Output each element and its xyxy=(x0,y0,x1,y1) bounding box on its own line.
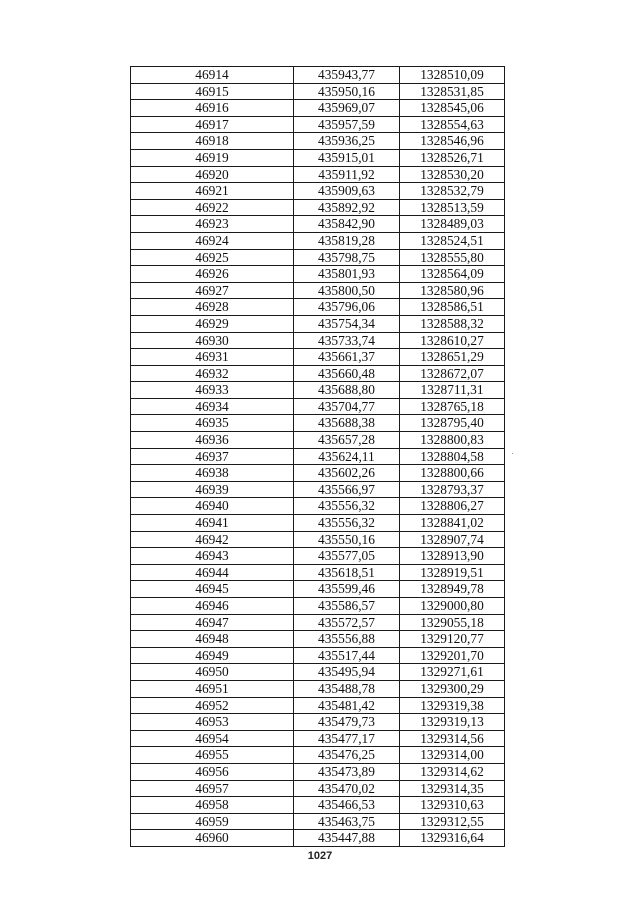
y-coordinate-cell: 1329314,00 xyxy=(400,747,505,764)
y-coordinate-cell: 1328489,03 xyxy=(400,216,505,233)
y-coordinate-cell: 1329271,61 xyxy=(400,664,505,681)
table-row xyxy=(131,664,505,681)
x-coordinate-cell: 435602,26 xyxy=(294,465,400,482)
x-coordinate-cell: 435819,28 xyxy=(294,232,400,249)
x-coordinate-cell: 435556,32 xyxy=(294,498,400,515)
x-coordinate-cell: 435798,75 xyxy=(294,249,400,266)
point-number-cell: 46955 xyxy=(131,747,294,764)
point-number-cell: 46923 xyxy=(131,216,294,233)
point-number-cell: 46937 xyxy=(131,448,294,465)
point-number-cell: 46952 xyxy=(131,697,294,714)
point-number-cell: 46942 xyxy=(131,531,294,548)
table-row xyxy=(131,315,505,332)
y-coordinate-cell: 1329319,13 xyxy=(400,714,505,731)
x-coordinate-cell: 435577,05 xyxy=(294,548,400,565)
x-coordinate-cell: 435618,51 xyxy=(294,564,400,581)
x-coordinate-cell: 435969,07 xyxy=(294,100,400,117)
point-number-cell: 46958 xyxy=(131,797,294,814)
x-coordinate-cell: 435892,92 xyxy=(294,199,400,216)
point-number-cell: 46945 xyxy=(131,581,294,598)
y-coordinate-cell: 1328711,31 xyxy=(400,382,505,399)
point-number-cell: 46951 xyxy=(131,680,294,697)
table-row xyxy=(131,67,505,84)
y-coordinate-cell: 1328672,07 xyxy=(400,365,505,382)
y-coordinate-cell: 1329319,38 xyxy=(400,697,505,714)
table-row xyxy=(131,100,505,117)
table-row xyxy=(131,581,505,598)
x-coordinate-cell: 435517,44 xyxy=(294,647,400,664)
point-number-cell: 46927 xyxy=(131,282,294,299)
y-coordinate-cell: 1328588,32 xyxy=(400,315,505,332)
point-number-cell: 46922 xyxy=(131,199,294,216)
table-row xyxy=(131,432,505,449)
point-number-cell: 46924 xyxy=(131,232,294,249)
y-coordinate-cell: 1328586,51 xyxy=(400,299,505,316)
table-row xyxy=(131,614,505,631)
x-coordinate-cell: 435488,78 xyxy=(294,680,400,697)
point-number-cell: 46925 xyxy=(131,249,294,266)
x-coordinate-cell: 435481,42 xyxy=(294,697,400,714)
table-row xyxy=(131,133,505,150)
x-coordinate-cell: 435950,16 xyxy=(294,83,400,100)
y-coordinate-cell: 1328546,96 xyxy=(400,133,505,150)
coordinates-table xyxy=(130,66,505,847)
x-coordinate-cell: 435624,11 xyxy=(294,448,400,465)
y-coordinate-cell: 1328545,06 xyxy=(400,100,505,117)
point-number-cell: 46926 xyxy=(131,266,294,283)
y-coordinate-cell: 1328804,58 xyxy=(400,448,505,465)
y-coordinate-cell: 1329314,56 xyxy=(400,730,505,747)
point-number-cell: 46946 xyxy=(131,598,294,615)
x-coordinate-cell: 435688,38 xyxy=(294,415,400,432)
scan-dot-mark xyxy=(512,453,513,454)
x-coordinate-cell: 435599,46 xyxy=(294,581,400,598)
y-coordinate-cell: 1328554,63 xyxy=(400,116,505,133)
x-coordinate-cell: 435957,59 xyxy=(294,116,400,133)
y-coordinate-cell: 1328531,85 xyxy=(400,83,505,100)
y-coordinate-cell: 1328580,96 xyxy=(400,282,505,299)
y-coordinate-cell: 1329120,77 xyxy=(400,631,505,648)
x-coordinate-cell: 435470,02 xyxy=(294,780,400,797)
x-coordinate-cell: 435566,97 xyxy=(294,481,400,498)
table-row xyxy=(131,382,505,399)
point-number-cell: 46919 xyxy=(131,149,294,166)
table-row xyxy=(131,813,505,830)
x-coordinate-cell: 435909,63 xyxy=(294,183,400,200)
point-number-cell: 46930 xyxy=(131,332,294,349)
table-row xyxy=(131,365,505,382)
table-row xyxy=(131,481,505,498)
table-row xyxy=(131,83,505,100)
table-row xyxy=(131,714,505,731)
table-row xyxy=(131,398,505,415)
y-coordinate-cell: 1328526,71 xyxy=(400,149,505,166)
table-row xyxy=(131,415,505,432)
y-coordinate-cell: 1328800,66 xyxy=(400,465,505,482)
x-coordinate-cell: 435556,32 xyxy=(294,515,400,532)
y-coordinate-cell: 1328793,37 xyxy=(400,481,505,498)
y-coordinate-cell: 1328532,79 xyxy=(400,183,505,200)
x-coordinate-cell: 435586,57 xyxy=(294,598,400,615)
x-coordinate-cell: 435572,57 xyxy=(294,614,400,631)
point-number-cell: 46944 xyxy=(131,564,294,581)
x-coordinate-cell: 435550,16 xyxy=(294,531,400,548)
table-row xyxy=(131,747,505,764)
table-row xyxy=(131,830,505,847)
y-coordinate-cell: 1328806,27 xyxy=(400,498,505,515)
y-coordinate-cell: 1328555,80 xyxy=(400,249,505,266)
x-coordinate-cell: 435479,73 xyxy=(294,714,400,731)
y-coordinate-cell: 1329300,29 xyxy=(400,680,505,697)
point-number-cell: 46933 xyxy=(131,382,294,399)
y-coordinate-cell: 1328651,29 xyxy=(400,349,505,366)
table-row xyxy=(131,548,505,565)
table-row xyxy=(131,680,505,697)
table-row xyxy=(131,332,505,349)
point-number-cell: 46956 xyxy=(131,763,294,780)
x-coordinate-cell: 435936,25 xyxy=(294,133,400,150)
x-coordinate-cell: 435796,06 xyxy=(294,299,400,316)
point-number-cell: 46928 xyxy=(131,299,294,316)
table-row xyxy=(131,498,505,515)
y-coordinate-cell: 1329201,70 xyxy=(400,647,505,664)
table-row xyxy=(131,349,505,366)
point-number-cell: 46939 xyxy=(131,481,294,498)
point-number-cell: 46938 xyxy=(131,465,294,482)
table-row xyxy=(131,730,505,747)
point-number-cell: 46940 xyxy=(131,498,294,515)
table-row xyxy=(131,697,505,714)
point-number-cell: 46916 xyxy=(131,100,294,117)
y-coordinate-cell: 1328530,20 xyxy=(400,166,505,183)
x-coordinate-cell: 435495,94 xyxy=(294,664,400,681)
table-row xyxy=(131,199,505,216)
table-row xyxy=(131,232,505,249)
point-number-cell: 46921 xyxy=(131,183,294,200)
y-coordinate-cell: 1328510,09 xyxy=(400,67,505,84)
table-row xyxy=(131,647,505,664)
x-coordinate-cell: 435556,88 xyxy=(294,631,400,648)
y-coordinate-cell: 1329055,18 xyxy=(400,614,505,631)
x-coordinate-cell: 435800,50 xyxy=(294,282,400,299)
point-number-cell: 46949 xyxy=(131,647,294,664)
point-number-cell: 46948 xyxy=(131,631,294,648)
y-coordinate-cell: 1328800,83 xyxy=(400,432,505,449)
y-coordinate-cell: 1328907,74 xyxy=(400,531,505,548)
point-number-cell: 46950 xyxy=(131,664,294,681)
y-coordinate-cell: 1328913,90 xyxy=(400,548,505,565)
y-coordinate-cell: 1328949,78 xyxy=(400,581,505,598)
x-coordinate-cell: 435842,90 xyxy=(294,216,400,233)
table-row xyxy=(131,282,505,299)
table-row xyxy=(131,531,505,548)
x-coordinate-cell: 435911,92 xyxy=(294,166,400,183)
point-number-cell: 46960 xyxy=(131,830,294,847)
table-row xyxy=(131,266,505,283)
y-coordinate-cell: 1328919,51 xyxy=(400,564,505,581)
point-number-cell: 46947 xyxy=(131,614,294,631)
x-coordinate-cell: 435688,80 xyxy=(294,382,400,399)
point-number-cell: 46954 xyxy=(131,730,294,747)
point-number-cell: 46920 xyxy=(131,166,294,183)
table-row xyxy=(131,149,505,166)
point-number-cell: 46932 xyxy=(131,365,294,382)
x-coordinate-cell: 435477,17 xyxy=(294,730,400,747)
point-number-cell: 46914 xyxy=(131,67,294,84)
point-number-cell: 46935 xyxy=(131,415,294,432)
x-coordinate-cell: 435463,75 xyxy=(294,813,400,830)
table-row xyxy=(131,763,505,780)
y-coordinate-cell: 1329000,80 xyxy=(400,598,505,615)
point-number-cell: 46936 xyxy=(131,432,294,449)
y-coordinate-cell: 1329310,63 xyxy=(400,797,505,814)
y-coordinate-cell: 1328841,02 xyxy=(400,515,505,532)
table-row xyxy=(131,598,505,615)
table-row xyxy=(131,631,505,648)
table-row xyxy=(131,166,505,183)
x-coordinate-cell: 435473,89 xyxy=(294,763,400,780)
point-number-cell: 46959 xyxy=(131,813,294,830)
table-row xyxy=(131,116,505,133)
point-number-cell: 46957 xyxy=(131,780,294,797)
table-row xyxy=(131,299,505,316)
table-row xyxy=(131,780,505,797)
point-number-cell: 46943 xyxy=(131,548,294,565)
point-number-cell: 46929 xyxy=(131,315,294,332)
coordinates-table-body xyxy=(131,67,505,847)
table-row xyxy=(131,465,505,482)
x-coordinate-cell: 435801,93 xyxy=(294,266,400,283)
point-number-cell: 46953 xyxy=(131,714,294,731)
point-number-cell: 46918 xyxy=(131,133,294,150)
x-coordinate-cell: 435447,88 xyxy=(294,830,400,847)
table-row xyxy=(131,448,505,465)
point-number-cell: 46941 xyxy=(131,515,294,532)
y-coordinate-cell: 1329314,62 xyxy=(400,763,505,780)
point-number-cell: 46931 xyxy=(131,349,294,366)
x-coordinate-cell: 435943,77 xyxy=(294,67,400,84)
y-coordinate-cell: 1328513,59 xyxy=(400,199,505,216)
point-number-cell: 46934 xyxy=(131,398,294,415)
y-coordinate-cell: 1328564,09 xyxy=(400,266,505,283)
table-row xyxy=(131,797,505,814)
table-row xyxy=(131,564,505,581)
table-row xyxy=(131,249,505,266)
y-coordinate-cell: 1329314,35 xyxy=(400,780,505,797)
y-coordinate-cell: 1328524,51 xyxy=(400,232,505,249)
x-coordinate-cell: 435915,01 xyxy=(294,149,400,166)
table-row xyxy=(131,515,505,532)
y-coordinate-cell: 1329316,64 xyxy=(400,830,505,847)
x-coordinate-cell: 435466,53 xyxy=(294,797,400,814)
point-number-cell: 46917 xyxy=(131,116,294,133)
x-coordinate-cell: 435704,77 xyxy=(294,398,400,415)
y-coordinate-cell: 1329312,55 xyxy=(400,813,505,830)
x-coordinate-cell: 435476,25 xyxy=(294,747,400,764)
x-coordinate-cell: 435754,34 xyxy=(294,315,400,332)
y-coordinate-cell: 1328610,27 xyxy=(400,332,505,349)
page-number: 1027 xyxy=(307,850,333,862)
x-coordinate-cell: 435661,37 xyxy=(294,349,400,366)
y-coordinate-cell: 1328795,40 xyxy=(400,415,505,432)
y-coordinate-cell: 1328765,18 xyxy=(400,398,505,415)
x-coordinate-cell: 435660,48 xyxy=(294,365,400,382)
table-row xyxy=(131,216,505,233)
table-row xyxy=(131,183,505,200)
x-coordinate-cell: 435657,28 xyxy=(294,432,400,449)
x-coordinate-cell: 435733,74 xyxy=(294,332,400,349)
point-number-cell: 46915 xyxy=(131,83,294,100)
